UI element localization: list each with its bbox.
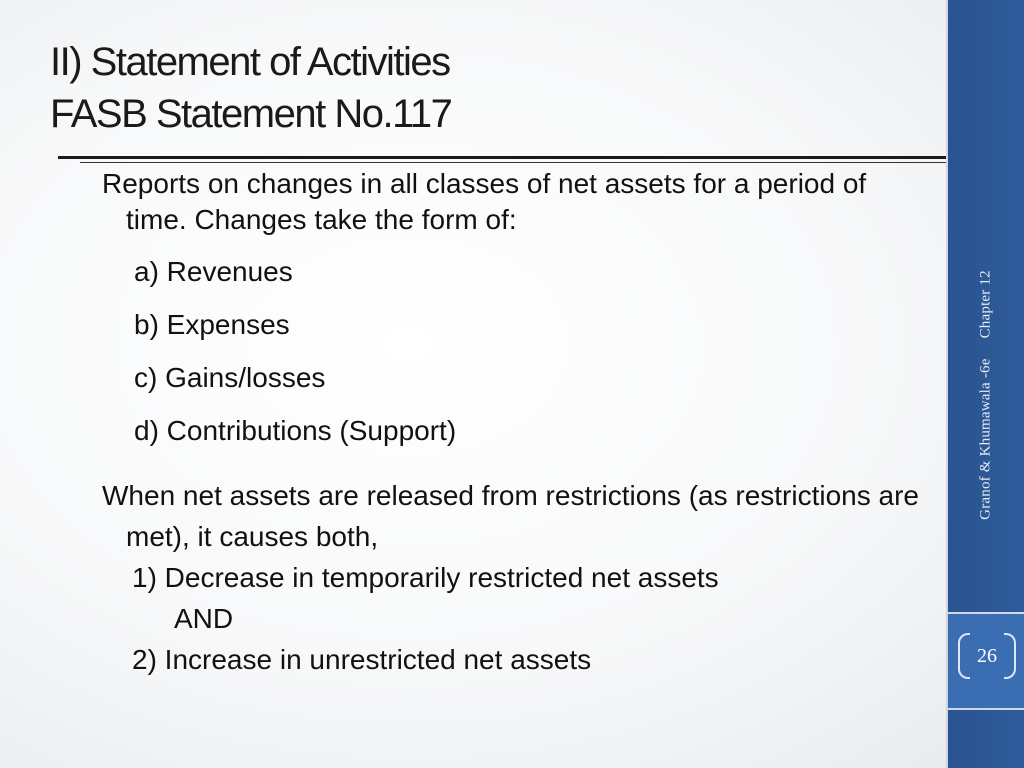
title-line-2: FASB Statement No.117 <box>50 92 452 136</box>
list-item: 1) Decrease in temporarily restricted net assets <box>132 562 719 593</box>
page-number-box <box>958 633 1016 679</box>
and-text: AND <box>174 603 234 634</box>
page-number: 26 <box>977 645 997 667</box>
slide-title <box>50 36 930 140</box>
changes-list <box>102 256 922 447</box>
chapter-text: Chapter 12 <box>977 270 994 339</box>
release-paragraph: When net assets are released from restrictions (as restrictions are met), it causes both, <box>102 480 919 552</box>
slide-body <box>102 166 922 680</box>
list-item: d) Contributions (Support) <box>134 415 457 446</box>
title-line-1: II) Statement of Activities <box>50 40 450 84</box>
list-item: b) Expenses <box>134 309 290 340</box>
list-item: 2) Increase in unrestricted net assets <box>132 644 592 675</box>
footer-divider-bottom <box>948 708 1024 710</box>
source-caption <box>978 270 995 520</box>
effects-list <box>102 557 922 680</box>
list-item: a) Revenues <box>134 256 293 287</box>
title-underline <box>58 156 964 159</box>
intro-paragraph: Reports on changes in all classes of net assets for a period of time. Changes take the form of: <box>102 168 867 235</box>
list-item: c) Gains/losses <box>134 362 326 393</box>
source-text: Granof & Khumawala -6e <box>977 358 994 520</box>
title-underline-thin <box>80 162 950 163</box>
and-connector <box>102 598 922 639</box>
